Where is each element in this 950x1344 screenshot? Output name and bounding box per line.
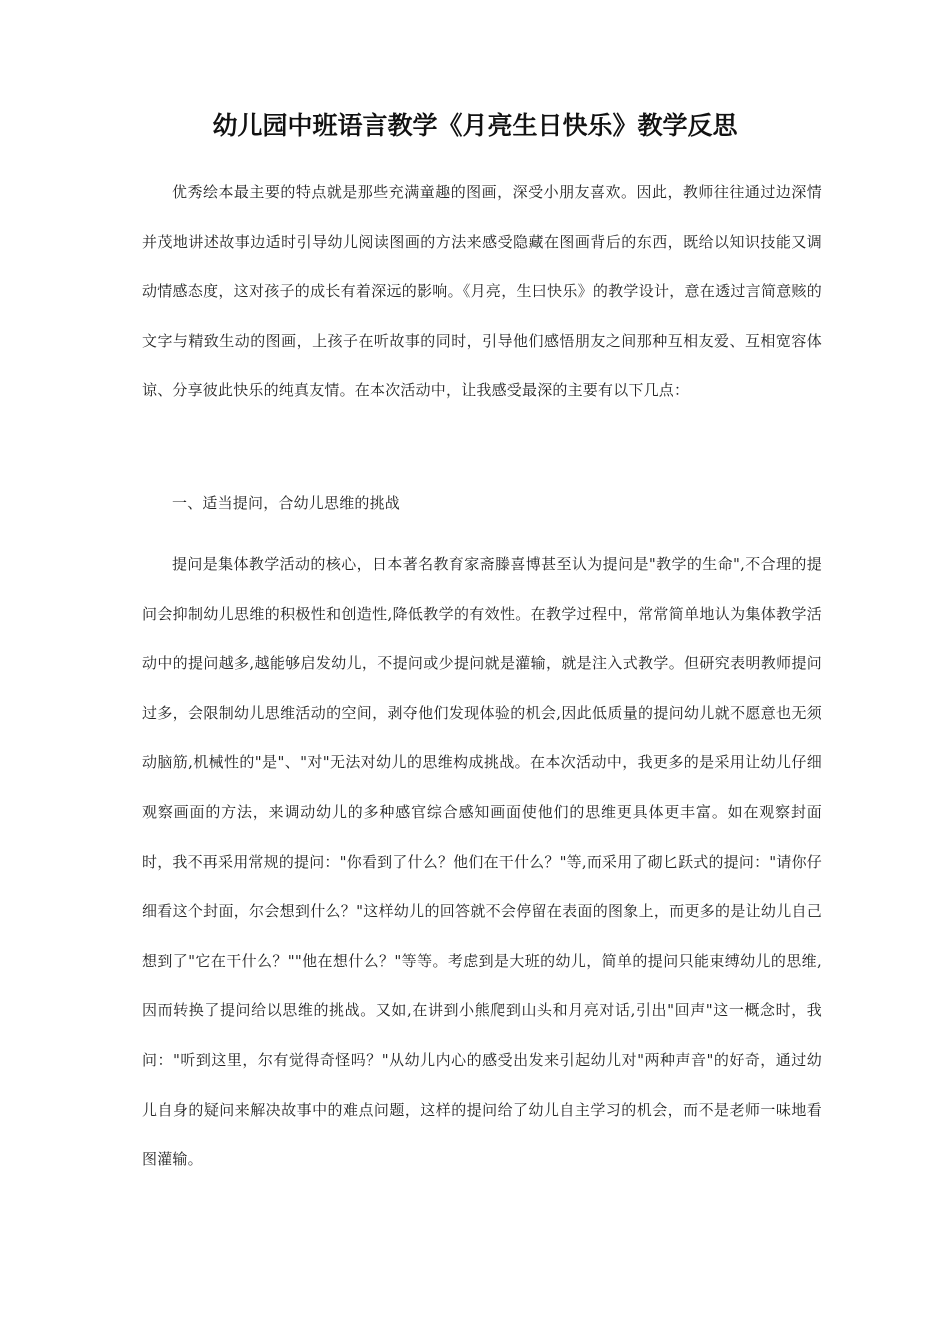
document-title: 幼儿园中班语言教学《月亮生日快乐》教学反思 bbox=[212, 111, 738, 140]
section-body-paragraph: 提问是集体教学活动的核心，日本著名教育家斋滕喜博甚至认为提问是"教学的生命",不合理的提问会抑制幼儿思维的积极性和创造性,降低教学的有效性。在教学过程中，常常简单地认为集体教学活动中的提问越多,越能够启发幼儿，不提问或少提问就是灌输，就是注入式教学。但研究表明教师提问过多，会限制幼儿思维活动的空间，剥夺他们发现体验的机会,因此低质量的提问幼儿就不愿意也无须动脑筋,机械性的"是"、"对"无法对幼儿的思维构成挑战。在本次活动中，我更多的是采用让幼儿仔细观察画面的方法，来调动幼儿的多种感官综合感知画面使他们的思维更具体更丰富。如在观察封面时，我不再采用常规的提问："你看到了什么？他们在干什么？"等,而采用了砌匕跃式的提问："请你仔细看这个封面，尔会想到什么？"这样幼儿的回答就不会停留在表面的图象上，而更多的是让幼儿自己想到了"它在干什么？""他在想什么？"等等。考虑到是大班的幼儿，简单的提问只能束缚幼儿的思维,因而转换了提问给以思维的挑战。又如,在讲到小熊爬到山头和月亮对话,引出"回声"这一概念时，我问："听到这里，尔有觉得奇怪吗？"从幼儿内心的感受出发来引起幼儿对"两种声音"的好奇，通过幼儿自身的疑问来解决故事中的难点问题，这样的提问给了幼儿自主学习的机会，而不是老师一味地看图灌输。 bbox=[142, 555, 822, 1169]
intro-paragraph: 优秀绘本最主要的特点就是那些充满童趣的图画，深受小朋友喜欢。因此，教师往往通过边深情并茂地讲述故事边适时引导幼儿阅读图画的方法来感受隐藏在图画背后的东西，既给以知识技能又调动情感态度，这对孩子的成长有着深远的影响。《月亮，生曰快乐》的教学设计，意在透过言简意赅的文字与精致生动的图画，上孩子在听故事的同时，引导他们感悟朋友之间那种互相友爱、互相宽容体谅、分享彼此快乐的纯真友情。在本次活动中，让我感受最深的主要有以下几点： bbox=[142, 183, 822, 400]
section-heading: 一、适当提问，合幼儿思维的挑战 bbox=[172, 494, 401, 512]
